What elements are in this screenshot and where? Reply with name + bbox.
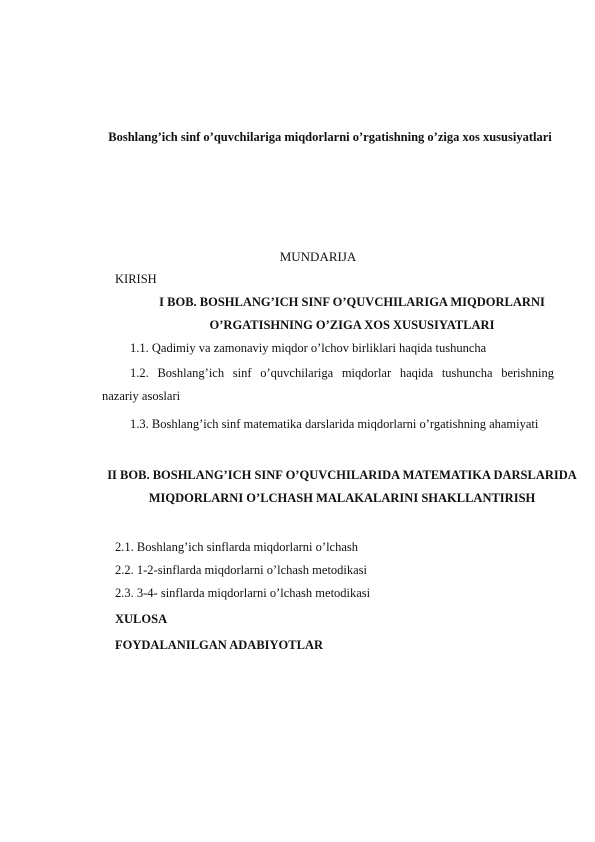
toc-item-1-3: 1.3. Boshlang’ich sinf matematika darslarida miqdorlarni o’rgatishning ahamiyati: [130, 417, 539, 431]
toc-chapter-1-title: I BOB. BOSHLANG’ICH SINF O’QUVCHILARIGA MIQDORLARNI O’RGATISHNING O’ZIGA XOS XUSUSIYATLARI: [159, 295, 545, 332]
toc-heading: MUNDARIJA: [279, 249, 357, 264]
toc-item-2-2: 2.2. 1-2-sinflarda miqdorlarni o’lchash metodikasi: [115, 563, 368, 577]
document-title: Boshlang’ich sinf o’quvchilariga miqdorlarni o’rgatishning o’ziga xos xususiyatlari: [108, 130, 552, 144]
toc-item-2-3: 2.3. 3-4- sinflarda miqdorlarni o’lchash metodikasi: [115, 586, 371, 600]
toc-item-conclusion: XULOSA: [115, 612, 168, 626]
toc-item-references: FOYDALANILGAN ADABIYOTLAR: [115, 638, 324, 652]
toc-item-intro: KIRISH: [115, 272, 157, 286]
toc-item-1-1: 1.1. Qadimiy va zamonaviy miqdor o’lchov birliklari haqida tushuncha: [130, 341, 487, 355]
toc-item-1-2: 1.2. Boshlang’ich sinf o’quvchilariga miqdorlar haqida tushuncha berishning nazariy asoslari: [102, 366, 554, 403]
toc-chapter-2-title: II BOB. BOSHLANG’ICH SINF O’QUVCHILARIDA MATEMATIKA DARSLARIDA MIQDORLARNI O’LCHASH MALAKALARINI SHAKLLANTIRISH: [107, 468, 577, 505]
toc-item-2-1: 2.1. Boshlang’ich sinflarda miqdorlarni o’lchash: [115, 540, 358, 554]
